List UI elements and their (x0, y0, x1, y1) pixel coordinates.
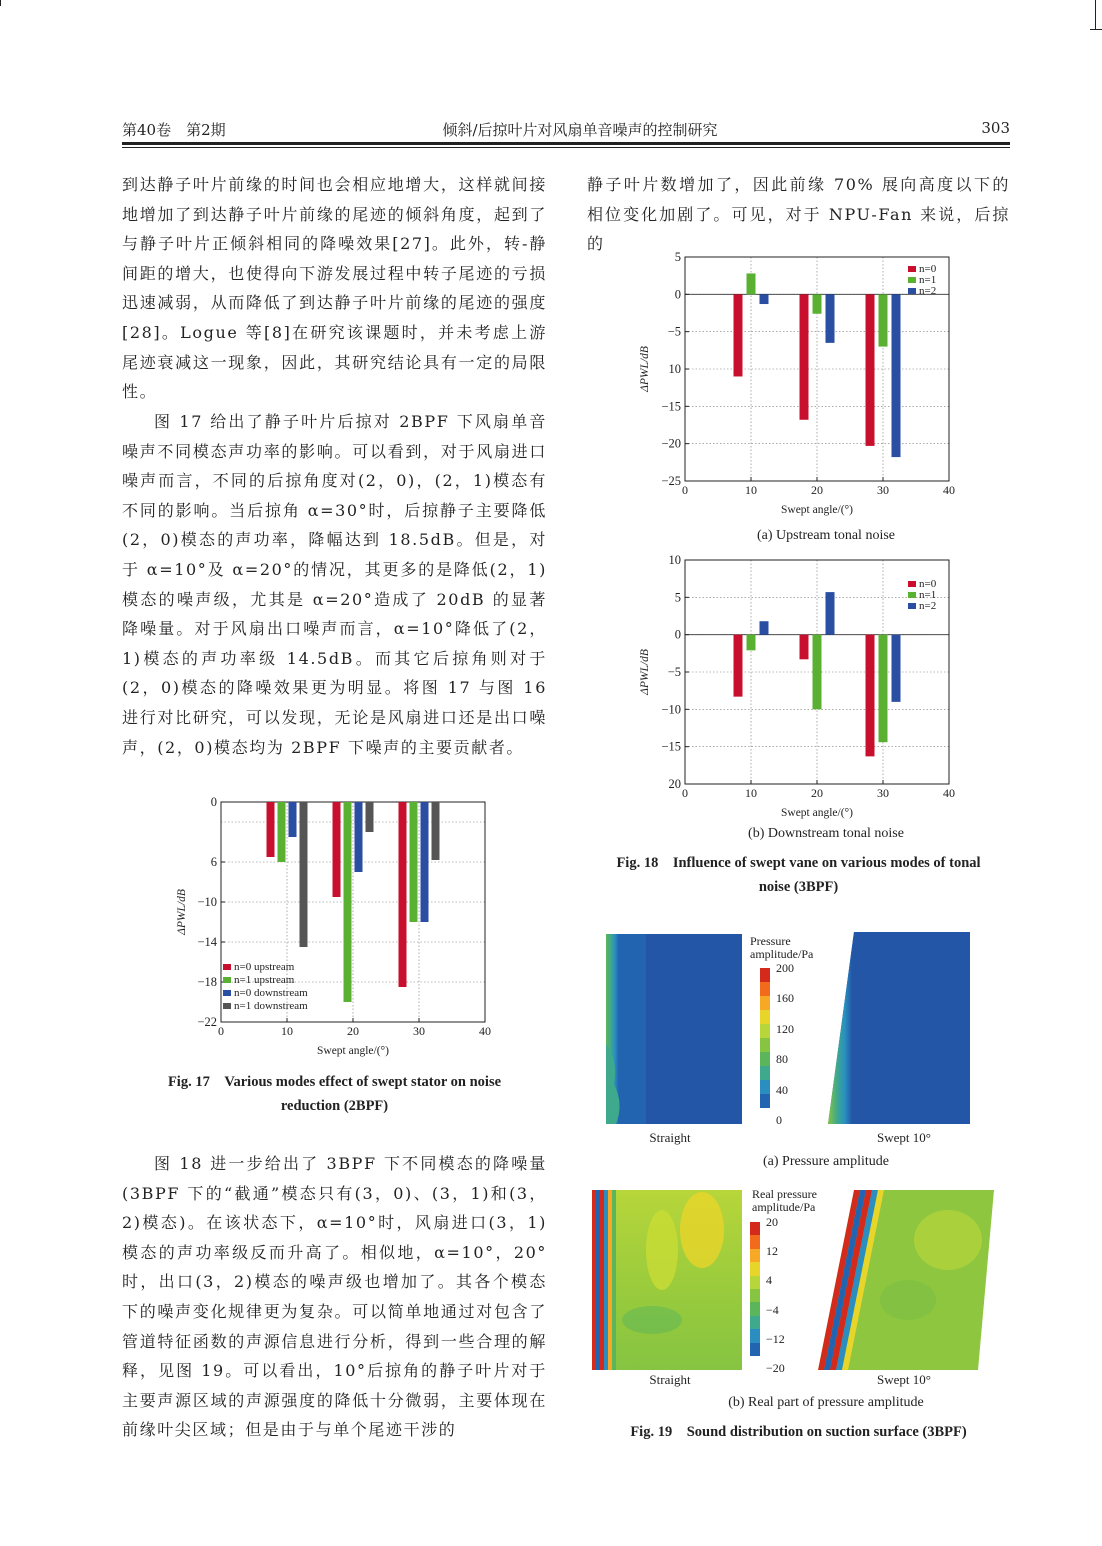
colorbar-segment (750, 1222, 760, 1235)
x-tick-label: 0 (218, 1024, 224, 1038)
bar (734, 294, 743, 376)
y-tick-label: −25 (661, 474, 681, 488)
colorbar-tick-label: −20 (766, 1361, 785, 1375)
fig18-caption (587, 851, 1010, 899)
fig19a-label-straight: Straight (649, 1130, 691, 1145)
fig19b-colorbar-title-2: amplitude/Pa (752, 1200, 816, 1214)
legend-label: n=0 (919, 578, 937, 590)
fig19a-label-swept: Swept 10° (877, 1130, 931, 1145)
legend-label: n=0 upstream (234, 961, 295, 973)
legend-label: n=0 downstream (234, 987, 308, 999)
legend-swatch (908, 603, 916, 609)
fig17-caption (122, 1070, 547, 1118)
colorbar-segment (750, 1343, 760, 1356)
legend-swatch (223, 977, 231, 983)
legend-swatch (908, 266, 916, 272)
bar (800, 294, 809, 419)
colorbar-segment (760, 1052, 770, 1066)
colorbar-tick-label: −4 (766, 1302, 779, 1317)
left-paragraph-2 (122, 407, 547, 767)
y-tick-label: 0 (674, 287, 681, 302)
y-tick-label: 20 (668, 777, 681, 791)
legend-label: n=1 (919, 589, 937, 601)
bar (813, 294, 822, 313)
x-tick-label: 10 (745, 786, 757, 800)
fig18a-subcaption: (a) Upstream tonal noise (756, 528, 895, 543)
colorbar-tick-label: 4 (766, 1273, 772, 1288)
colorbar-segment (750, 1249, 760, 1262)
colorbar-segment (760, 1038, 770, 1052)
fig17-caption-line1: Fig. 17 Various modes effect of swept stator on noise (167, 1074, 502, 1090)
x-tick-label: 30 (877, 786, 889, 800)
y-tick-label: 6 (210, 855, 217, 869)
y-tick-label: 0 (674, 627, 681, 642)
bar (760, 294, 769, 304)
bar (399, 802, 407, 987)
left-paragraph-2-text: 图 17 给出了静子叶片后掠对 2BPF 下风扇单音噪声不同模态声功率的影响。可以看到，对于风扇进口噪声而言，不同的后掠角度对(2，0)，(2，1)模态有不同的影响。当后掠角 α=30°时，后掠静子主要降低(2，0)模态的声功率，降幅达到 18.5dB。但是，对于 α=10°及 α=20°的情况，其更多的是降低(2，1)模态的噪声级，尤其是 α=20°造成了 20dB 的显著降噪量。对于风扇出口噪声而言，α=10°降低了(2，1)模态的声功率级 14.5dB。而其它后掠角则对于(2，0)模态的降噪效果更为明显。将图 17 与图 16 进行对比研究，可以发现，无论是风扇进口还是出口噪声，(2，0)模态均为 2BPF 下噪声的主要贡献者。 (122, 412, 547, 757)
y-axis-label: ΔPWL/dB (639, 346, 651, 392)
colorbar-tick-label: −12 (766, 1331, 785, 1346)
left-paragraph-1-text: 到达静子叶片前缘的时间也会相应地增大，这样就间接地增加了到达静子叶片前缘的尾迹的倾斜角度，起到了与静子叶片正倾斜相同的降噪效果[27]。此外，转-静间距的增大，也使得向下游发展过程中转子尾迹的亏损迅速减弱，从而降低了到达静子叶片前缘的尾迹的强度[28]。Logue 等[8]在研究该课题时，并未考虑上游尾迹衰减这一现象，因此，其研究结论具有一定的局限性。 (122, 175, 547, 402)
fig18b-bar-chart (630, 548, 970, 828)
fig19b-label-swept: Swept 10° (877, 1372, 931, 1387)
legend-swatch (908, 581, 916, 587)
fig19a-colorbar (760, 968, 770, 1108)
colorbar-segment (750, 1329, 760, 1342)
bar (355, 802, 363, 872)
y-tick-label: 10 (668, 553, 681, 567)
bar (432, 802, 440, 860)
colorbar-tick-label: 80 (776, 1052, 788, 1067)
fig19b-subcaption: (b) Real part of pressure amplitude (728, 1395, 924, 1410)
bar (892, 635, 901, 702)
y-tick-label: −20 (661, 436, 681, 451)
colorbar-tick-label: 40 (776, 1082, 788, 1097)
bar (760, 621, 769, 634)
legend-label: n=2 (919, 600, 937, 612)
y-tick-label: −10 (661, 702, 681, 717)
x-tick-label: 30 (877, 483, 889, 497)
bar (278, 802, 286, 862)
y-tick-label: −5 (667, 324, 681, 339)
legend-swatch (223, 964, 231, 970)
x-tick-label: 20 (811, 483, 823, 497)
y-axis-label: ΔPWL/dB (639, 649, 651, 695)
bar (826, 592, 835, 635)
fig19a-colorbar-ticks (776, 961, 816, 1127)
header-volume: 第40卷 第2期 (122, 121, 226, 139)
left-paragraph-3-text: 图 18 进一步给出了 3BPF 下不同模态的降噪量(3BPF 下的“截通”模态只有(3，0)、(3，1)和(3，2)模态)。在该状态下，α=10°时，风扇进口(3，1)模态的声功率级反而升高了。相似地，α=10°，20°时，出口(3，2)模态的噪声级也增加了。其各个模态下的噪声变化规律更为复杂。可以简单地通过对包含了管道特征函数的声源信息进行分析，得到一些合理的解释，见图 19。可以看出，10°后掠角的静子叶片对于主要声源区域的声源强度的降低十分微弱，主要体现在前缘叶尖区域；但是由于与单个尾迹干涉的 (122, 1154, 547, 1440)
x-tick-label: 30 (413, 1024, 425, 1038)
y-tick-label: 5 (674, 250, 681, 264)
colorbar-tick-label: 160 (776, 991, 794, 1006)
colorbar-segment (760, 1094, 770, 1108)
colorbar-segment (760, 1066, 770, 1080)
colorbar-tick-label: 120 (776, 1021, 794, 1036)
fig19a-contour-straight (606, 934, 742, 1124)
legend-label: n=0 (919, 263, 937, 275)
x-axis-label: Swept angle/(°) (781, 807, 853, 819)
colorbar-tick-label: 0 (776, 1113, 782, 1127)
colorbar-segment (760, 968, 770, 982)
x-axis-label: Swept angle/(°) (781, 504, 853, 516)
x-tick-label: 10 (745, 483, 757, 497)
bar (747, 273, 756, 294)
y-tick-label: −15 (661, 399, 681, 414)
bar (734, 635, 743, 697)
fig19b-colorbar-ticks (766, 1215, 806, 1375)
colorbar-segment (760, 996, 770, 1010)
fig17-caption-line2: reduction (2BPF) (280, 1098, 389, 1114)
x-axis-label: Swept angle/(°) (317, 1045, 389, 1057)
bar (300, 802, 308, 947)
fig19a-colorbar-title-1: Pressure (750, 934, 791, 948)
colorbar-tick-label: 12 (766, 1244, 778, 1259)
fig19a-contour-swept (826, 932, 976, 1124)
crop-mark-left (0, 0, 1, 6)
left-paragraph-3 (122, 1149, 547, 1449)
right-paragraph-1-text: 静子叶片数增加了，因此前缘 70% 展向高度以下的相位变化加剧了。可见，对于 NPU-Fan 来说，后掠的 (587, 175, 1010, 254)
fig18b-subcaption: (b) Downstream tonal noise (748, 826, 904, 841)
fig17-bar-chart (165, 790, 505, 1062)
bar (813, 635, 822, 710)
y-tick-label: 0 (210, 795, 217, 809)
bar (333, 802, 341, 897)
y-tick-label: −15 (661, 739, 681, 754)
legend-swatch (908, 288, 916, 294)
bar (800, 635, 809, 660)
legend-swatch (908, 592, 916, 598)
fig19a-colorbar-title-2: amplitude/Pa (750, 947, 814, 961)
y-tick-label: 5 (674, 590, 681, 605)
y-tick-label: −5 (667, 665, 681, 679)
y-tick-label: −18 (197, 975, 217, 989)
bar (366, 802, 374, 832)
colorbar-segment (760, 1024, 770, 1038)
bar (747, 635, 756, 651)
legend-label: n=2 (919, 285, 937, 297)
colorbar-tick-label: 200 (776, 961, 794, 975)
y-tick-label: −10 (197, 895, 217, 909)
legend-swatch (908, 277, 916, 283)
fig19b-contour-swept (818, 1190, 996, 1370)
right-paragraph-1 (587, 170, 1010, 254)
colorbar-segment (750, 1262, 760, 1275)
bar (866, 294, 875, 446)
bar (289, 802, 297, 837)
x-tick-label: 20 (347, 1024, 359, 1038)
fig18a-bar-chart (630, 245, 970, 527)
fig19b-colorbar-title-1: Real pressure (752, 1187, 817, 1201)
x-tick-label: 40 (943, 786, 955, 800)
fig18-caption-line2: noise (3BPF) (758, 879, 839, 895)
bar (267, 802, 275, 857)
header-rule-thin (122, 147, 1010, 148)
colorbar-segment (750, 1289, 760, 1302)
bar (879, 294, 888, 346)
y-tick-label: −22 (197, 1015, 217, 1029)
x-tick-label: 0 (682, 786, 688, 800)
crop-mark-right (1095, 0, 1096, 30)
legend-swatch (223, 1003, 231, 1009)
left-paragraph-1 (122, 170, 547, 410)
fig19b-label-straight: Straight (649, 1372, 691, 1387)
header-page-number: 303 (981, 119, 1010, 137)
header-rule-thick (122, 142, 1010, 145)
legend-label: n=1 upstream (234, 974, 295, 986)
colorbar-segment (760, 982, 770, 996)
x-tick-label: 40 (943, 483, 955, 497)
bar (892, 294, 901, 457)
legend-label: n=1 (919, 274, 937, 286)
fig19a-subcaption: (a) Pressure amplitude (763, 1154, 889, 1169)
bar (344, 802, 352, 1002)
bar (421, 802, 429, 922)
x-tick-label: 0 (682, 483, 688, 497)
bar (826, 294, 835, 343)
colorbar-segment (750, 1302, 760, 1315)
header-title: 倾斜/后掠叶片对风扇单音噪声的控制研究 (442, 121, 718, 139)
colorbar-segment (750, 1316, 760, 1329)
crop-mark-top (1090, 29, 1102, 30)
y-tick-label: −14 (197, 935, 217, 949)
colorbar-segment (760, 1010, 770, 1024)
fig19b-contour-straight (592, 1190, 742, 1370)
x-tick-label: 40 (479, 1024, 491, 1038)
fig19b-colorbar (750, 1222, 760, 1356)
colorbar-segment (750, 1276, 760, 1289)
legend-swatch (223, 990, 231, 996)
bar (879, 635, 888, 743)
fig19-caption: Fig. 19 Sound distribution on suction surface (3BPF) (630, 1424, 967, 1440)
fig18-caption-line1: Fig. 18 Influence of swept vane on various modes of tonal (616, 855, 981, 871)
bar (410, 802, 418, 922)
x-tick-label: 10 (281, 1024, 293, 1038)
bar (866, 635, 875, 757)
legend-label: n=1 downstream (234, 1000, 308, 1012)
colorbar-segment (760, 1080, 770, 1094)
y-axis-label: ΔPWL/dB (176, 889, 188, 935)
colorbar-segment (750, 1235, 760, 1248)
y-tick-label: 10 (668, 362, 681, 376)
colorbar-tick-label: 20 (766, 1215, 778, 1229)
x-tick-label: 20 (811, 786, 823, 800)
